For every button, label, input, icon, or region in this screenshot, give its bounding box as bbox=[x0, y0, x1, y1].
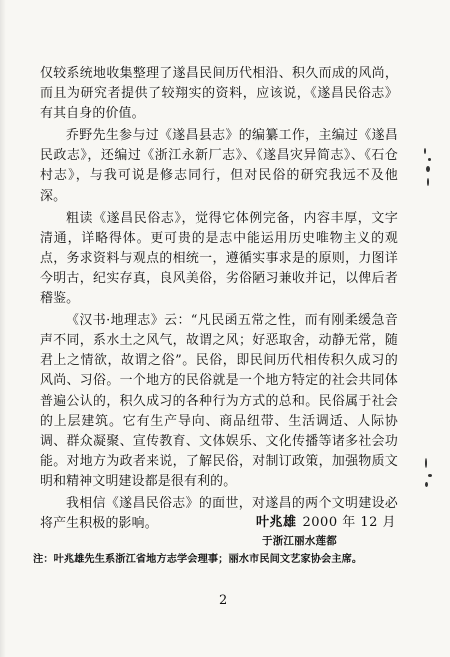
paragraph-hanshu-quote: 《汉书·地理志》云：“凡民函五常之性，而有刚柔缓急音声不同，系水土之风气，故谓之风；好恶取舍，动静无常，随君上之情欲，故谓之俗”。民俗，即民间历代相传积久成习的风尚、习俗。一个地方的民俗就是一个地方特定的社会共同体普遍公认的，积久成习的各种行为方式的总和。民俗属于社会的上层建筑。它有生产导向、商品纽带、生活调适、人际协调、群众凝聚、宣传教育、文体娱乐、文化传播等诸多社会功能。对地方为政者来说，了解民俗，对制订政策，加强物质文明和精神文明建设都是很有利的。 bbox=[40, 313, 398, 489]
signature-date: 2000 年 12 月 bbox=[302, 515, 397, 530]
signature-line bbox=[256, 511, 396, 530]
body-text bbox=[40, 64, 398, 536]
paragraph-author-background: 乔野先生参与过《遂昌县志》的编纂工作，主编过《遂昌民政志》，还编过《浙江永新厂志》、《遂昌灾异简志》、《石仓村志》，与我可说是修志同行，但对民俗的研究我远不及他深。 bbox=[40, 128, 398, 204]
scan-speck bbox=[424, 148, 426, 154]
signature-name: 叶兆雄 bbox=[256, 515, 297, 530]
scan-speck bbox=[426, 166, 430, 172]
scan-speck bbox=[425, 482, 428, 487]
scan-speck bbox=[427, 178, 429, 186]
footnote: 注：叶兆雄先生系浙江省地方志学会理事；丽水市民间文艺家协会主席。 bbox=[33, 553, 363, 565]
scan-speck bbox=[425, 458, 427, 468]
page-number: 2 bbox=[219, 593, 228, 608]
scan-speck bbox=[428, 474, 432, 477]
paragraph-closing: 我相信《遂昌民俗志》的面世，对遂昌的两个文明建设必将产生积极的影响。 bbox=[40, 495, 398, 532]
paragraph-continued: 仅较系统地收集整理了遂昌民间历代相沿、积久而成的风尚，而且为研究者提供了较翔实的资料，应该说，《遂昌民俗志》有其自身的价值。 bbox=[40, 66, 398, 122]
scan-speck bbox=[428, 158, 431, 161]
signature-affiliation: 于浙江丽水莲都 bbox=[262, 535, 337, 547]
scan-edge-shadow bbox=[0, 0, 6, 657]
paragraph-evaluation: 粗读《遂昌民俗志》，觉得它体例完备，内容丰厚，文字清通，详略得体。更可贵的是志中能运用历史唯物主义的观点，务求资料与观点的相统一，遵循实事求是的原则，力图详今明古，纪实存真，良风美俗，劣俗陋习兼收并记，以俾后者稽鉴。 bbox=[40, 210, 398, 307]
